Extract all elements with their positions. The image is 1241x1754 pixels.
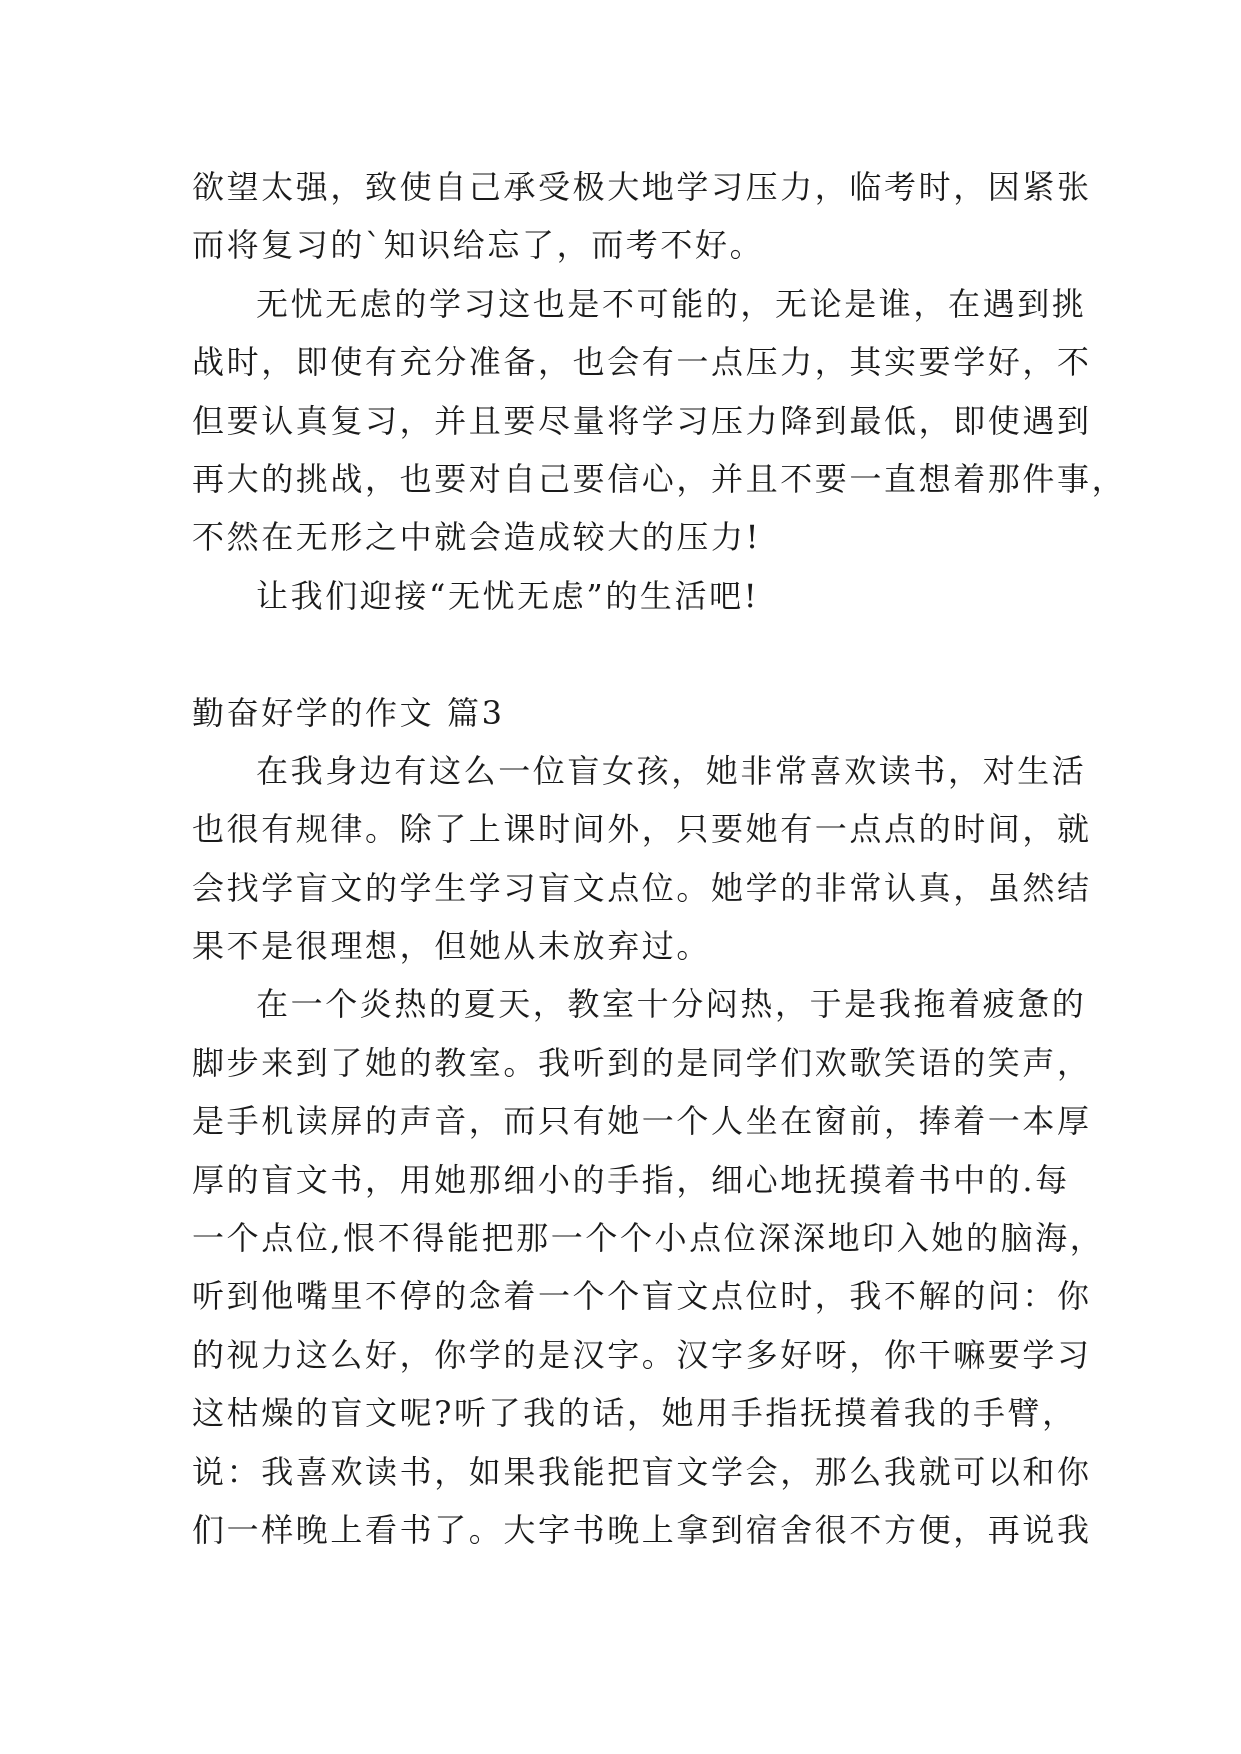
text-line: 在一个炎热的夏天，教室十分闷热，于是我拖着疲惫的 <box>256 985 1087 1024</box>
text-line: 让我们迎接“无忧无虑”的生活吧! <box>256 576 760 615</box>
text-line: 但要认真复习，并且要尽量将学习压力降到最低，即使遇到 <box>192 401 1092 440</box>
text-line: 也很有规律。除了上课时间外，只要她有一点点的时间，就 <box>192 810 1092 849</box>
blank-line <box>192 625 1052 683</box>
text-line: 欲望太强，致使自己承受极大地学习压力，临考时，因紧张 <box>192 168 1092 206</box>
text-line: 在我身边有这么一位盲女孩，她非常喜欢读书，对生活 <box>256 751 1087 790</box>
text-line: 会找学盲文的学生学习盲文点位。她学的非常认真，虽然结 <box>192 868 1092 907</box>
text-line: 这枯燥的盲文呢?听了我的话，她用手指抚摸着我的手臂， <box>192 1394 1077 1433</box>
text-line: 的视力这么好，你学的是汉字。汉字多好呀，你干嘛要学习 <box>192 1335 1092 1374</box>
text-line: 果不是很理想，但她从未放弃过。 <box>192 927 712 966</box>
document-body <box>192 158 1127 1559</box>
text-line: 一个点位,恨不得能把那一个个小点位深深地印入她的脑海， <box>192 1219 1105 1258</box>
text-line: 而将复习的`知识给忘了，而考不好。 <box>192 226 765 265</box>
text-line: 不然在无形之中就会造成较大的压力! <box>192 518 762 557</box>
text-line: 说：我喜欢读书，如果我能把盲文学会，那么我就可以和你 <box>192 1452 1092 1491</box>
text-line: 厚的盲文书，用她那细小的手指，细心地抚摸着书中的.每 <box>192 1160 1070 1199</box>
text-line: 们一样晚上看书了。大字书晚上拿到宿舍很不方便，再说我 <box>192 1510 1092 1549</box>
text-line: 无忧无虑的学习这也是不可能的，无论是谁，在遇到挑 <box>256 284 1087 323</box>
text-line: 再大的挑战，也要对自己要信心，并且不要一直想着那件事， <box>192 459 1127 498</box>
text-line: 听到他嘴里不停的念着一个个盲文点位时，我不解的问：你 <box>192 1277 1092 1316</box>
text-line: 脚步来到了她的教室。我听到的是同学们欢歌笑语的笑声， <box>192 1043 1092 1082</box>
section-heading: 勤奋好学的作文 篇3 <box>192 693 505 732</box>
text-line: 战时，即使有充分准备，也会有一点压力，其实要学好，不 <box>192 343 1092 382</box>
text-line: 是手机读屏的声音，而只有她一个人坐在窗前，捧着一本厚 <box>192 1102 1092 1141</box>
